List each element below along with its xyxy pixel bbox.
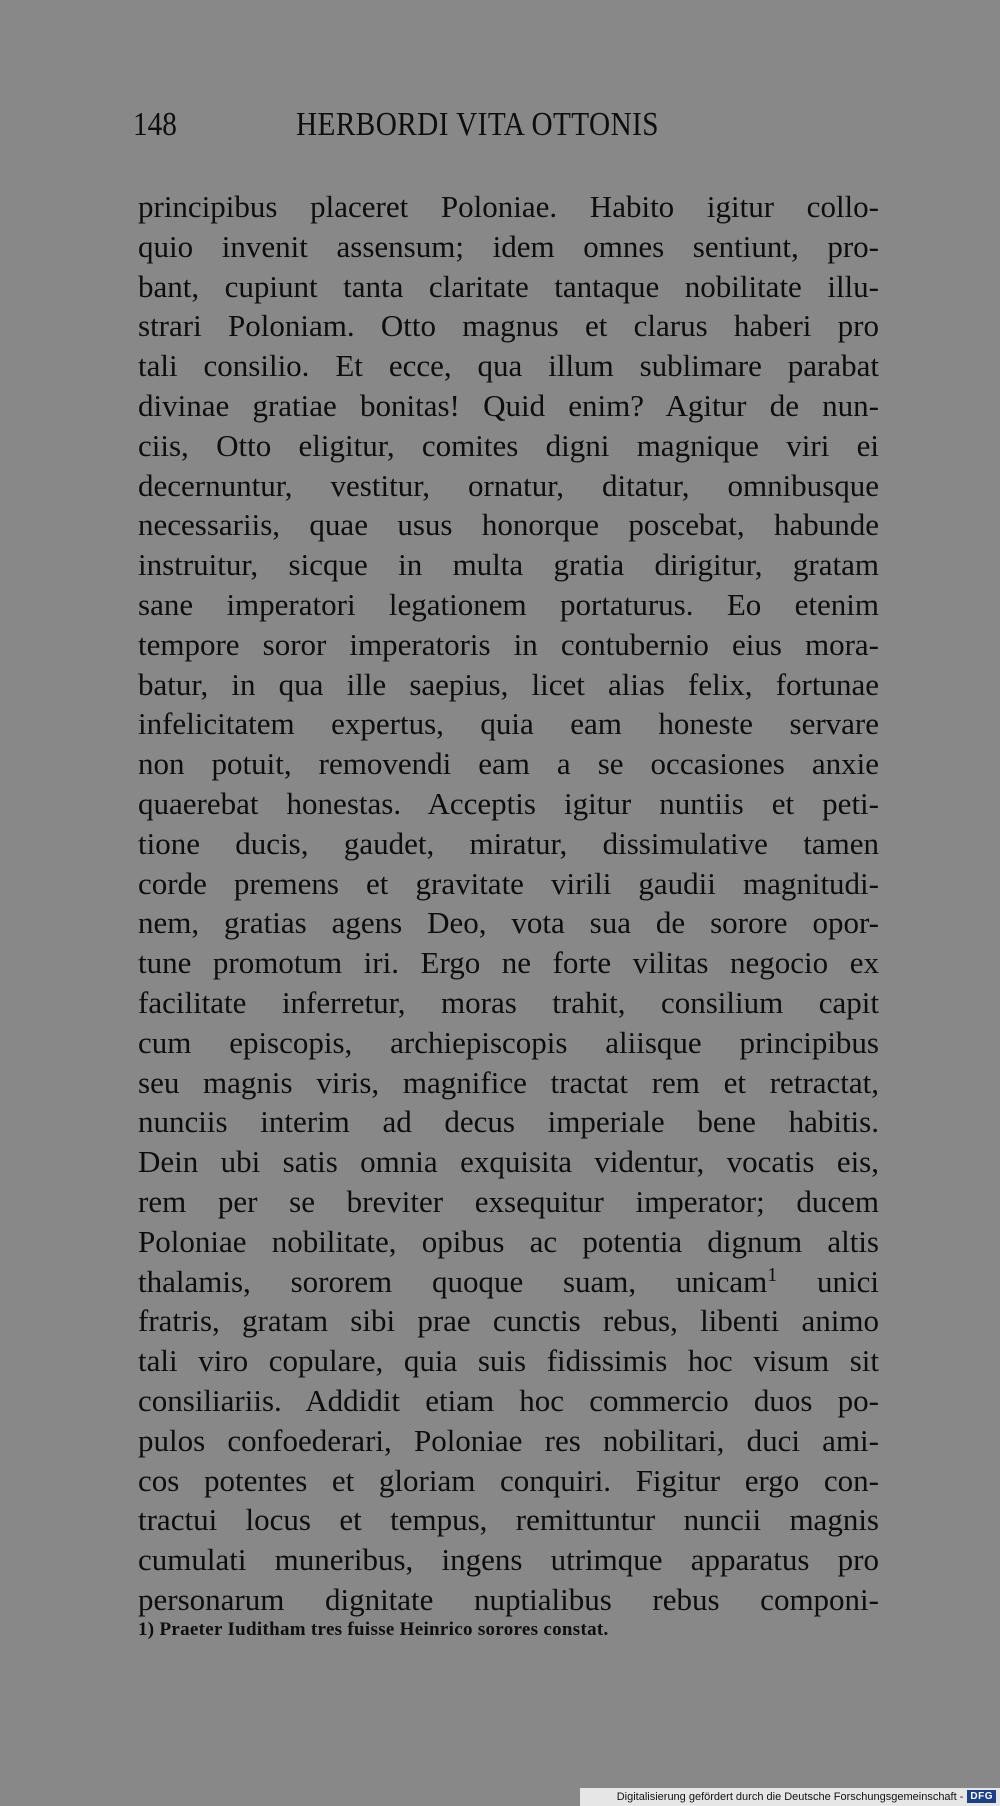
- text-line: cos potentes et gloriam conquiri. Figitur ergo con-: [138, 1462, 879, 1498]
- text-line: divinae gratiae bonitas! Quid enim? Agitur de nun-: [138, 387, 879, 423]
- text-line: principibus placeret Poloniae. Habito igitur collo-: [138, 189, 879, 224]
- text-line: seu magnis viris, magnifice tractat rem et retractat,: [138, 1064, 879, 1100]
- text-line: decernuntur, vestitur, ornatur, ditatur, omnibusque: [138, 467, 879, 503]
- text-line: Dein ubi satis omnia exquisita videntur, vocatis eis,: [138, 1144, 879, 1180]
- text-line: tione ducis, gaudet, miratur, dissimulative tamen: [138, 825, 879, 861]
- running-head: [133, 100, 733, 150]
- text-line: tune promotum iri. Ergo ne forte vilitas negocio ex: [138, 945, 879, 981]
- text-line: sane imperatori legationem portaturus. Eo etenim: [138, 586, 879, 622]
- text-line: necessariis, quae usus honorque poscebat, habunde: [138, 507, 879, 543]
- text-segment: unici: [777, 1263, 879, 1299]
- text-line: facilitate inferretur, moras trahit, consilium capit: [138, 984, 879, 1020]
- text-line: batur, in qua ille saepius, licet alias felix, fortunae: [138, 666, 879, 702]
- digitization-credit-text: Digitalisierung gefördert durch die Deutsche Forschungsgemeinschaft -: [616, 1791, 964, 1803]
- footnote-reference[interactable]: 1: [767, 1263, 778, 1286]
- text-line: strari Poloniam. Otto magnus et clarus haberi pro: [138, 308, 879, 344]
- text-line-with-footnote: [138, 1262, 879, 1302]
- text-line: quaerebat honestas. Acceptis igitur nuntiis et peti-: [138, 785, 879, 821]
- text-line: bant, cupiunt tanta claritate tantaque nobilitate illu-: [138, 268, 879, 304]
- dfg-logo-icon: DFG: [967, 1790, 996, 1803]
- text-line: cum episcopis, archiepiscopis aliisque principibus: [138, 1024, 879, 1060]
- text-line: tempore soror imperatoris in contubernio eius mora-: [138, 626, 879, 662]
- digitization-credit-bar: [580, 1788, 1000, 1806]
- body-text: [138, 187, 879, 1620]
- text-line: pulos confoederari, Poloniae res nobilitari, duci ami-: [138, 1422, 879, 1458]
- text-line: quio invenit assensum; idem omnes sentiunt, pro-: [138, 228, 879, 264]
- text-line: tractui locus et tempus, remittuntur nuncii magnis: [138, 1502, 879, 1538]
- text-line: nem, gratias agens Deo, vota sua de sorore opor-: [138, 905, 879, 941]
- text-line: tali viro copulare, quia suis fidissimis hoc visum sit: [138, 1343, 879, 1379]
- text-line: ciis, Otto eligitur, comites digni magnique viri ei: [138, 427, 879, 463]
- text-line: corde premens et gravitate virili gaudii magnitudi-: [138, 865, 879, 901]
- text-line: Poloniae nobilitate, opibus ac potentia dignum altis: [138, 1223, 879, 1259]
- footnote: 1) Praeter Iuditham tres fuisse Heinrico sorores constat.: [138, 1619, 609, 1640]
- text-line: fratris, gratam sibi prae cunctis rebus, libenti animo: [138, 1303, 879, 1339]
- text-line: nunciis interim ad decus imperiale bene habitis.: [138, 1104, 879, 1140]
- text-segment: thalamis, sororem quoque suam, unicam: [138, 1263, 768, 1299]
- text-line: non potuit, removendi eam a se occasiones anxie: [138, 746, 879, 782]
- text-line: personarum dignitate nuptialibus rebus componi-: [138, 1581, 879, 1617]
- page-number: 148: [133, 106, 177, 143]
- text-line: tali consilio. Et ecce, qua illum sublimare parabat: [138, 348, 879, 384]
- text-line: instruitur, sicque in multa gratia dirigitur, gratam: [138, 547, 879, 583]
- text-line: consiliariis. Addidit etiam hoc commercio duos po-: [138, 1382, 879, 1418]
- text-line: cumulati muneribus, ingens utrimque apparatus pro: [138, 1542, 879, 1578]
- text-line: infelicitatem expertus, quia eam honeste servare: [138, 706, 879, 742]
- running-title: HERBORDI VITA OTTONIS: [296, 106, 660, 143]
- text-line: rem per se breviter exsequitur imperator; ducem: [138, 1183, 879, 1219]
